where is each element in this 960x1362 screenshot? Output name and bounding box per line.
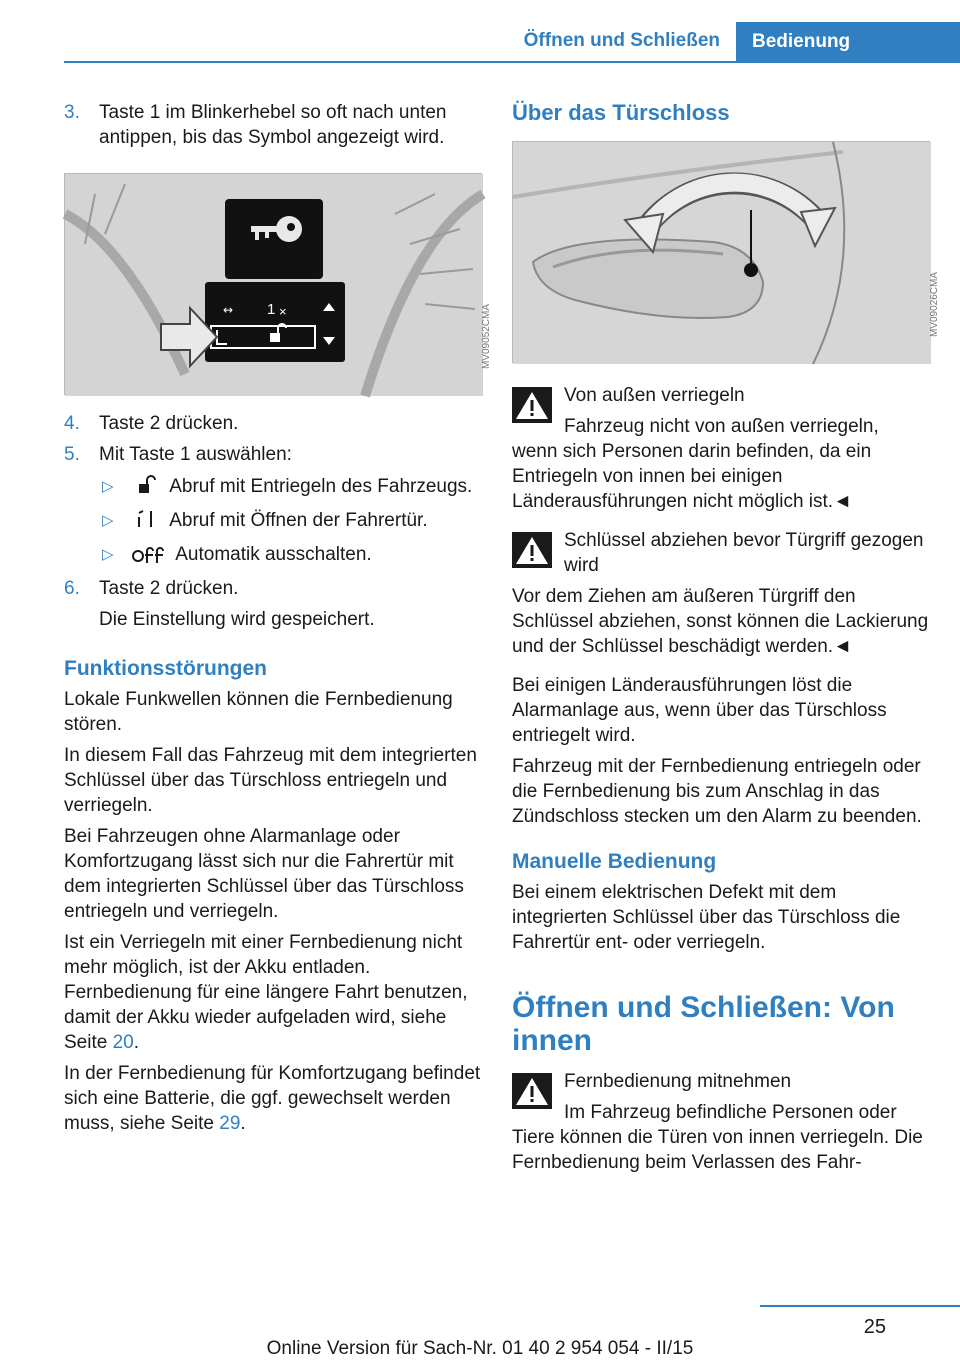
right-column — [512, 100, 940, 1175]
option-item — [64, 474, 484, 499]
step-6 — [64, 576, 484, 601]
footer-rule — [760, 1305, 960, 1307]
step-text: Mit Taste 1 auswählen: — [99, 444, 292, 465]
paragraph — [64, 1061, 484, 1136]
warning-title: Von außen verriegeln — [564, 385, 745, 406]
heading-door-lock: Über das Türschloss — [512, 100, 730, 125]
bullet-triangle-icon: ▷ — [102, 478, 114, 495]
left-column — [64, 100, 492, 1142]
svg-text:↔: ↔ — [223, 303, 234, 317]
footer-text: Online Version für Sach-Nr. 01 40 2 954 054 - II/15 — [266, 1338, 694, 1359]
warning-title: Fernbedienung mitnehmen — [564, 1071, 792, 1092]
step-6-continuation: Die Einstellung wird gespeichert. — [99, 609, 375, 630]
step-number: 3. — [64, 102, 80, 123]
option-text: Automatik ausschalten. — [175, 544, 372, 565]
option-item — [64, 508, 484, 533]
warning-text-rest: wenn sich Personen darin befinden, da ein Entriegeln von innen bei einigen Länderausführungen nicht möglich ist.◄ — [512, 441, 872, 512]
step-text: Taste 2 drücken. — [99, 578, 239, 599]
warning-text: Fahrzeug nicht von außen verriegeln, — [564, 416, 879, 437]
figure-door-lock — [512, 141, 940, 363]
warning-text-rest: Tiere können die Türen von innen verriegeln. Die Fernbedienung beim Verlassen des Fahr- — [512, 1127, 923, 1173]
paragraph-text: . — [133, 1032, 140, 1053]
warning-triangle-icon — [512, 1073, 552, 1109]
step-5 — [64, 442, 484, 467]
step-4 — [64, 411, 484, 436]
door-handle-illustration — [513, 142, 931, 364]
page-number: 25 — [863, 1316, 886, 1338]
running-header-section: Öffnen und Schließen — [523, 30, 720, 51]
figure-code: MV09026CMA — [929, 272, 940, 338]
key-cylinder — [744, 263, 758, 277]
warning-title: Schlüssel abziehen bevor Türgriff gezogen wird — [564, 530, 924, 576]
step-3 — [64, 100, 484, 150]
warning-text: Im Fahrzeug befindliche Personen oder — [564, 1102, 897, 1123]
paragraph-text: Ist ein Verriegeln mit einer Fernbedienung nicht mehr möglich, ist der Akku entladen. Fernbedienung für eine längere Fahrt benutzen, damit der Akku wieder aufgeladen wird, siehe Seite — [64, 932, 468, 1053]
step-number: 5. — [64, 444, 80, 465]
heading-manual: Manuelle Bedienung — [512, 850, 717, 873]
paragraph: Bei Fahrzeugen ohne Alarmanlage oder Komfortzugang lässt sich nur die Fahrertür mit dem integrierten Schlüssel über das Türschloss entriegeln und verriegeln. — [64, 826, 464, 922]
paragraph: Fahrzeug mit der Fernbedienung entriegeln oder die Fernbedienung bis zum Anschlag in das Zündschloss stecken um den Alarm zu beenden. — [512, 756, 922, 827]
paragraph: In diesem Fall das Fahrzeug mit dem integrierten Schlüssel über das Türschloss entriegeln und verriegeln. — [64, 745, 477, 816]
paragraph — [64, 930, 484, 1055]
heading-open-close-inside: Öffnen und Schließen: Von innen — [512, 991, 895, 1057]
step-text: Taste 2 drücken. — [99, 413, 239, 434]
figure-code: MV09052CMA — [481, 304, 492, 370]
warning-lock-outside — [512, 383, 932, 514]
bullet-triangle-icon: ▷ — [102, 546, 114, 563]
paragraph: Lokale Funkwellen können die Fernbedienung stören. — [64, 689, 453, 735]
off-icon — [131, 543, 167, 563]
option-text: Abruf mit Öffnen der Fahrertür. — [169, 510, 428, 531]
option-text: Abruf mit Entriegeln des Fahrzeugs. — [169, 476, 473, 497]
page-link-20[interactable]: 20 — [112, 1032, 134, 1053]
page-link-29[interactable]: 29 — [219, 1113, 241, 1134]
warning-take-remote — [512, 1069, 932, 1175]
instrument-cluster-illustration — [65, 174, 483, 396]
display-symbol: × — [279, 304, 287, 319]
figure-instrument-display — [64, 173, 492, 395]
step-number: 4. — [64, 413, 80, 434]
step-number: 6. — [64, 578, 80, 599]
warning-text-rest: Vor dem Ziehen am äußeren Türgriff den Schlüssel abziehen, sonst können die Lackierung und der Schlüssel beschädigt werden.◄ — [512, 586, 929, 657]
header-rule — [64, 61, 960, 63]
paragraph: Bei einigen Länderausführungen löst die Alarmanlage aus, wenn über das Türschloss entriegelt wird. — [512, 675, 887, 746]
heading-faults: Funktionsstörungen — [64, 657, 267, 680]
running-header-tab: Bedienung — [736, 22, 960, 63]
warning-remove-key — [512, 528, 932, 659]
warning-triangle-icon — [512, 532, 552, 568]
paragraph-text: In der Fernbedienung für Komfortzugang befindet sich eine Batterie, die ggf. gewechselt werden muss, siehe Seite — [64, 1063, 481, 1134]
padlock-open-icon — [131, 475, 161, 495]
paragraph: Bei einem elektrischen Defekt mit dem integrierten Schlüssel über das Türschloss die Fahrertür ent- oder verriegeln. — [512, 882, 901, 953]
step-text: Taste 1 im Blinkerhebel so oft nach unten antippen, bis das Symbol angezeigt wird. — [99, 102, 447, 148]
display-digit: 1 — [267, 301, 276, 318]
option-item — [64, 542, 484, 567]
door-icon — [131, 509, 161, 529]
warning-triangle-icon — [512, 387, 552, 423]
bullet-triangle-icon: ▷ — [102, 512, 114, 529]
paragraph-text: . — [240, 1113, 246, 1134]
